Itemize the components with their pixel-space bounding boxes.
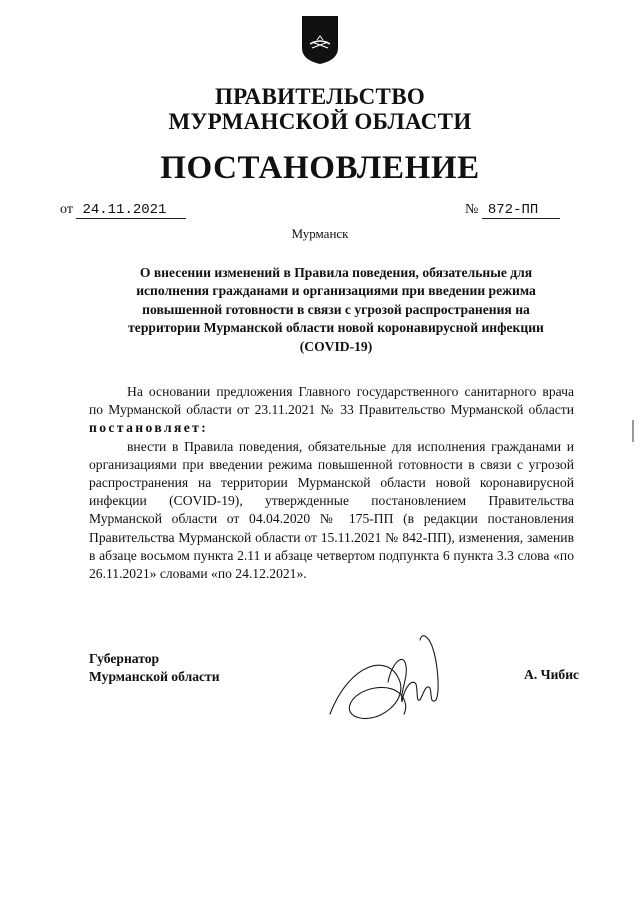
body-paragraph-1-text: На основании предложения Главного государственного санитарного врача по Мурманской области от 23.11.2021 № 33 Правительство Мурманской области xyxy=(89,384,574,418)
body-paragraph-2: внести в Правила поведения, обязательные для исполнения гражданами и организациями при введении режима повышенной готовности в связи с угрозой распространения на территории Мурманской области новой коронавирусной инфекции (COVID-19), утвержденные постановлением Правительства Мурманской области от 04.04.2020 № 175-ПП (в редакции постановления Правительства Мурманской области от 15.11.2021 № 842-ПП), изменения, заменив в абзаце восьмом пункта 2.11 и абзаце четвертом подпункта 6 пункта 3.3 слова «по 26.11.2021» словами «по 24.12.2021». xyxy=(89,438,574,582)
signatory-title-line2: Мурманской области xyxy=(89,669,220,684)
document-type-title: ПОСТАНОВЛЕНИЕ xyxy=(160,150,480,186)
handwritten-signature xyxy=(320,622,470,742)
city-name: Мурманск xyxy=(291,226,349,241)
number-value: 872-ПП xyxy=(482,202,560,219)
signatory-name: А. Чибис xyxy=(524,667,580,682)
document-date xyxy=(60,202,186,219)
page-margin-mark xyxy=(632,420,634,442)
body-paragraph-1 xyxy=(89,383,574,438)
signatory-title-line1: Губернатор xyxy=(89,651,160,666)
document-body xyxy=(89,383,574,583)
resolution-keyword: постановляет: xyxy=(89,420,209,436)
date-prefix: от xyxy=(60,202,73,217)
number-prefix: № xyxy=(465,202,479,217)
date-value: 24.11.2021 xyxy=(76,202,186,219)
organization-name-line1: ПРАВИТЕЛЬСТВО xyxy=(214,84,426,109)
organization-name-line2: МУРМАНСКОЙ ОБЛАСТИ xyxy=(168,109,472,134)
signatory-title xyxy=(89,650,220,686)
coat-of-arms-emblem xyxy=(300,14,340,66)
document-subject: О внесении изменений в Правила поведения, обязательные для исполнения гражданами и организациями при введении режима повышенной готовности в связи с угрозой распространения на территории Мурманской области новой коронавирусной инфекции (COVID-19) xyxy=(128,265,544,354)
document-number xyxy=(465,202,560,219)
